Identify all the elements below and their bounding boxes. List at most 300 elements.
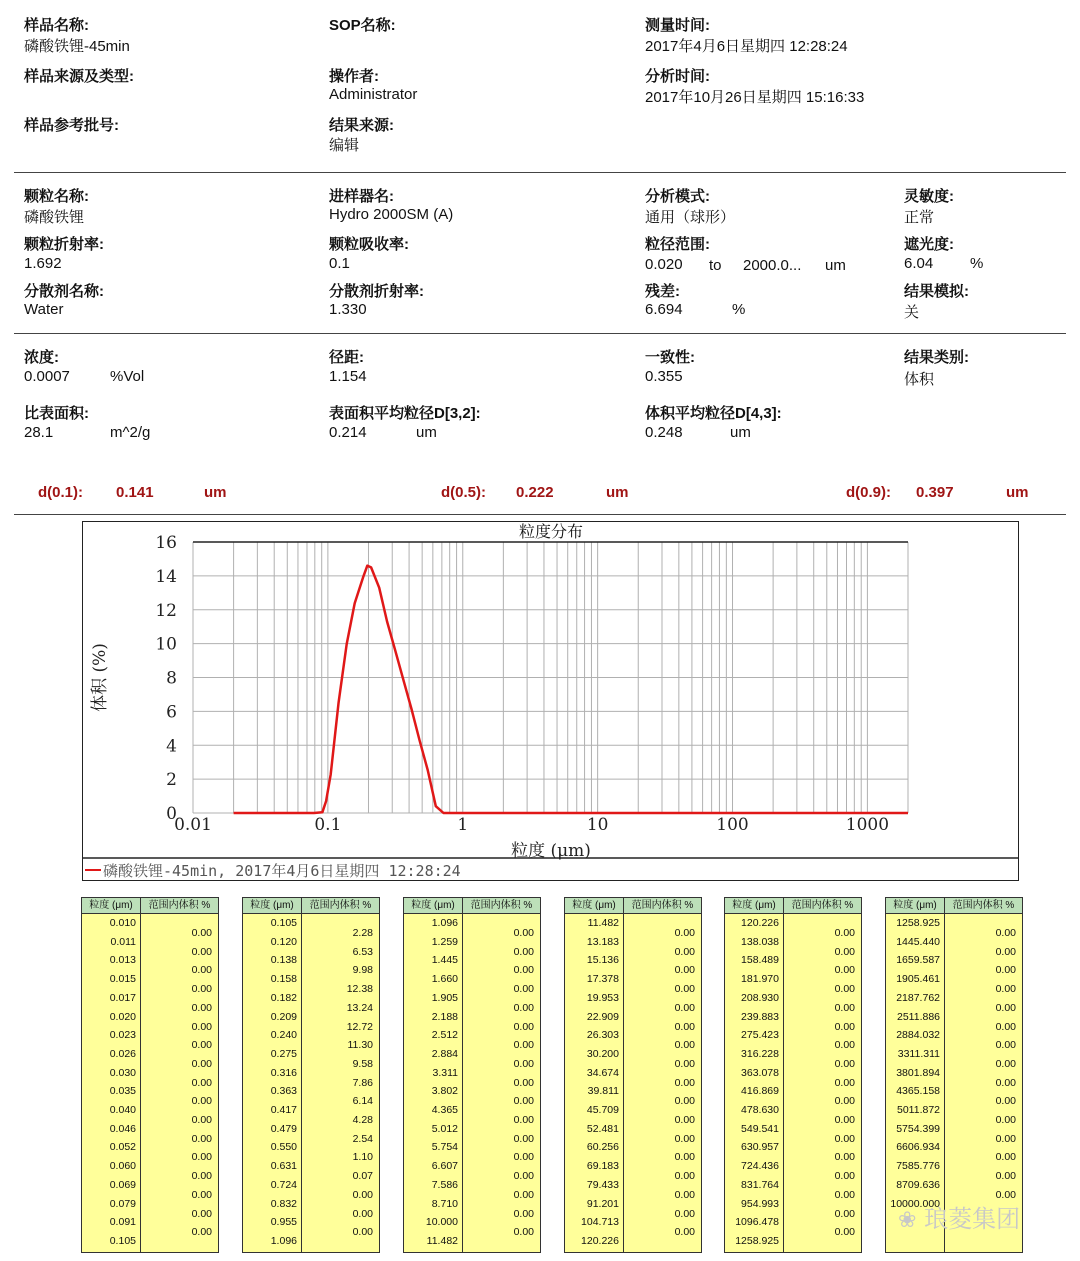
volume-cell: 0.00 <box>513 1114 534 1126</box>
size-cell: 69.183 <box>586 1160 619 1173</box>
d10-label: d(0.1): <box>38 484 83 501</box>
volume-cell: 0.00 <box>674 1039 695 1052</box>
volume-cell: 2.54 <box>352 1132 373 1145</box>
residual-unit: % <box>732 301 746 318</box>
volume-cell: 0.00 <box>513 1076 534 1089</box>
volume-column-header: 范围内体积 % <box>944 898 1022 914</box>
size-column-header: 粒度 (μm) <box>243 898 301 914</box>
wechat-icon: ❀ <box>898 1208 917 1233</box>
volume-cell: 6.14 <box>352 1095 373 1108</box>
volume-cell: 0.00 <box>513 983 534 996</box>
volume-cell: 0.00 <box>834 927 855 939</box>
obscuration-label: 遮光度: <box>904 236 954 253</box>
size-cell: 275.423 <box>741 1029 779 1042</box>
size-cell: 724.436 <box>741 1160 779 1173</box>
volume-cell: 12.38 <box>346 983 373 996</box>
size-cell: 1.259 <box>431 935 458 948</box>
volume-cell: 6.53 <box>352 945 373 958</box>
dispersant-value: Water <box>24 301 64 318</box>
mode-label: 分析模式: <box>645 188 710 205</box>
size-cell: 10.000 <box>425 1216 458 1229</box>
refractive-index-value: 1.692 <box>24 255 62 272</box>
size-range-to-word: to <box>709 257 722 274</box>
d43-value: 0.248 <box>645 424 683 441</box>
size-cell: 120.226 <box>581 1234 619 1247</box>
analysis-time-label: 分析时间: <box>645 68 710 85</box>
volume-cell: 0.00 <box>834 1001 855 1014</box>
size-cell: 0.023 <box>109 1029 136 1042</box>
size-cell: 4365.158 <box>896 1085 940 1098</box>
size-cell: 6606.934 <box>896 1141 940 1154</box>
size-range-label: 粒径范围: <box>645 236 710 253</box>
size-cell: 0.631 <box>270 1160 297 1173</box>
sample-name-value: 磷酸铁锂-45min <box>24 38 130 55</box>
y-tick-label: 10 <box>155 634 177 655</box>
size-cell: 2884.032 <box>896 1029 940 1042</box>
x-tick-label: 1000 <box>845 815 890 835</box>
size-cell: 1.660 <box>431 973 458 986</box>
volume-cell: 13.24 <box>346 1001 373 1014</box>
residual-label: 残差: <box>645 283 680 300</box>
size-range-to: 2000.0... <box>743 257 802 274</box>
volume-cell: 0.00 <box>674 1095 695 1108</box>
volume-cell: 0.07 <box>352 1170 373 1183</box>
volume-cell: 0.00 <box>191 1188 212 1201</box>
volume-cell: 0.00 <box>513 1001 534 1014</box>
volume-cell: 4.28 <box>352 1114 373 1126</box>
size-cell: 2.512 <box>431 1029 458 1042</box>
y-tick-label: 0 <box>166 804 177 824</box>
volume-cell: 0.00 <box>834 945 855 958</box>
size-column-header: 粒度 (μm) <box>886 898 944 914</box>
watermark-text: 琅菱集团 <box>924 1205 1021 1233</box>
size-cell: 0.035 <box>109 1085 136 1098</box>
size-cell: 1659.587 <box>896 954 940 967</box>
sensitivity-label: 灵敏度: <box>904 188 954 205</box>
size-table <box>564 897 702 1253</box>
size-cell: 1.096 <box>270 1234 297 1247</box>
size-cell: 1.445 <box>431 954 458 967</box>
size-column-header: 粒度 (μm) <box>725 898 783 914</box>
sample-name-label: 样品名称: <box>24 17 89 34</box>
d50-value: 0.222 <box>516 484 554 501</box>
y-axis-label: 体积 (%) <box>90 643 110 712</box>
ssa-label: 比表面积: <box>24 405 89 422</box>
size-cell: 26.303 <box>586 1029 619 1042</box>
volume-cell: 0.00 <box>674 1132 695 1145</box>
size-cell: 1.905 <box>431 991 458 1004</box>
volume-cell: 0.00 <box>674 1151 695 1164</box>
size-cell: 1258.925 <box>896 917 940 929</box>
analysis-time-value: 2017年10月26日星期四 15:16:33 <box>645 89 865 106</box>
volume-cell: 0.00 <box>995 1151 1016 1164</box>
size-cell: 1096.478 <box>735 1216 779 1229</box>
size-cell: 0.030 <box>109 1066 136 1079</box>
size-cell: 0.182 <box>270 991 297 1004</box>
size-cell: 0.010 <box>109 917 136 929</box>
volume-cell: 0.00 <box>834 1020 855 1033</box>
d32-label: 表面积平均粒径D[3,2]: <box>329 405 481 422</box>
volume-cell: 0.00 <box>191 1020 212 1033</box>
size-cell: 0.020 <box>109 1010 136 1023</box>
size-cell: 316.228 <box>741 1047 779 1060</box>
volume-cell: 1.10 <box>352 1151 373 1164</box>
dispersant-ri-label: 分散剂折射率: <box>329 283 424 300</box>
volume-cell: 0.00 <box>834 1170 855 1183</box>
size-cell: 0.316 <box>270 1066 297 1079</box>
size-cell: 8.710 <box>431 1197 458 1210</box>
volume-cell: 0.00 <box>834 1076 855 1089</box>
volume-cell: 0.00 <box>834 1132 855 1145</box>
volume-cell: 0.00 <box>513 1151 534 1164</box>
size-cell: 1258.925 <box>735 1234 779 1247</box>
size-cell: 45.709 <box>586 1104 619 1116</box>
dispersant-ri-value: 1.330 <box>329 301 367 318</box>
concentration-value: 0.0007 <box>24 368 70 385</box>
size-cell: 0.158 <box>270 973 297 986</box>
size-cell: 478.630 <box>741 1104 779 1116</box>
size-cell: 19.953 <box>586 991 619 1004</box>
size-cell: 60.256 <box>586 1141 619 1154</box>
uniformity-value: 0.355 <box>645 368 683 385</box>
size-cell: 79.433 <box>586 1178 619 1191</box>
size-distribution-chart <box>82 521 1019 881</box>
size-cell: 5.754 <box>431 1141 458 1154</box>
emulation-value: 关 <box>904 304 920 321</box>
size-column-header: 粒度 (μm) <box>82 898 140 914</box>
sampler-label: 进样器名: <box>329 188 394 205</box>
volume-cell: 0.00 <box>513 1188 534 1201</box>
d50-label: d(0.5): <box>441 484 486 501</box>
size-cell: 549.541 <box>741 1122 779 1135</box>
volume-cell: 0.00 <box>513 964 534 977</box>
size-cell: 0.026 <box>109 1047 136 1060</box>
divider <box>14 333 1066 334</box>
size-cell: 954.993 <box>741 1197 779 1210</box>
size-cell: 0.275 <box>270 1047 297 1060</box>
y-tick-label: 6 <box>166 702 177 723</box>
volume-column-header: 范围内体积 % <box>301 898 379 914</box>
volume-cell: 0.00 <box>995 964 1016 977</box>
volume-cell: 0.00 <box>513 1039 534 1052</box>
volume-cell: 0.00 <box>674 1001 695 1014</box>
volume-cell: 0.00 <box>513 1226 534 1239</box>
refractive-index-label: 颗粒折射率: <box>24 236 104 253</box>
y-tick-label: 14 <box>155 566 177 587</box>
volume-column-header: 范围内体积 % <box>623 898 701 914</box>
volume-cell: 0.00 <box>513 1095 534 1108</box>
volume-cell: 0.00 <box>513 1057 534 1070</box>
volume-cell: 0.00 <box>191 945 212 958</box>
volume-cell: 0.00 <box>674 1207 695 1220</box>
result-source-label: 结果来源: <box>329 117 394 134</box>
size-cell: 0.046 <box>109 1122 136 1135</box>
volume-cell: 0.00 <box>674 945 695 958</box>
volume-cell: 0.00 <box>834 964 855 977</box>
measure-time-value: 2017年4月6日星期四 12:28:24 <box>645 38 848 55</box>
volume-cell: 0.00 <box>674 1057 695 1070</box>
volume-cell: 0.00 <box>995 1095 1016 1108</box>
size-cell: 0.105 <box>109 1234 136 1247</box>
x-tick-label: 0.1 <box>314 815 342 835</box>
size-table <box>81 897 219 1253</box>
volume-cell: 0.00 <box>995 983 1016 996</box>
size-cell: 0.013 <box>109 954 136 967</box>
size-cell: 22.909 <box>586 1010 619 1023</box>
y-tick-label: 2 <box>166 770 177 791</box>
size-table <box>724 897 862 1253</box>
size-cell: 239.883 <box>741 1010 779 1023</box>
volume-cell: 0.00 <box>191 927 212 939</box>
volume-cell: 0.00 <box>674 1170 695 1183</box>
volume-cell: 12.72 <box>346 1020 373 1033</box>
size-cell: 5754.399 <box>896 1122 940 1135</box>
volume-cell: 9.98 <box>352 964 373 977</box>
size-table <box>242 897 380 1253</box>
batch-label: 样品参考批号: <box>24 117 119 134</box>
volume-cell: 0.00 <box>834 1039 855 1052</box>
volume-cell: 0.00 <box>995 945 1016 958</box>
volume-cell: 0.00 <box>674 1188 695 1201</box>
size-cell: 0.079 <box>109 1197 136 1210</box>
volume-cell: 0.00 <box>191 1170 212 1183</box>
size-cell: 0.011 <box>110 935 136 948</box>
volume-cell: 0.00 <box>834 1226 855 1239</box>
volume-cell: 7.86 <box>352 1076 373 1089</box>
size-cell: 7.586 <box>431 1178 458 1191</box>
span-label: 径距: <box>329 349 364 366</box>
size-cell: 0.040 <box>109 1104 136 1116</box>
volume-cell: 0.00 <box>995 1114 1016 1126</box>
volume-cell: 0.00 <box>834 1188 855 1201</box>
x-tick-label: 0.01 <box>174 815 212 835</box>
volume-cell: 0.00 <box>191 1001 212 1014</box>
d90-unit: um <box>1006 484 1029 501</box>
size-cell: 2.188 <box>431 1010 458 1023</box>
result-source-value: 编辑 <box>329 137 360 154</box>
size-cell: 0.105 <box>270 917 297 929</box>
size-table <box>403 897 541 1253</box>
size-cell: 363.078 <box>741 1066 779 1079</box>
volume-cell: 0.00 <box>834 1151 855 1164</box>
ssa-unit: m^2/g <box>110 424 151 441</box>
volume-cell: 0.00 <box>191 1057 212 1070</box>
x-tick-label: 1 <box>457 815 469 835</box>
uniformity-label: 一致性: <box>645 349 695 366</box>
size-cell: 1.096 <box>431 917 458 929</box>
volume-cell: 0.00 <box>995 1076 1016 1089</box>
measure-time-label: 测量时间: <box>645 17 710 34</box>
size-cell: 2.884 <box>431 1047 458 1060</box>
series-line <box>234 566 908 813</box>
volume-cell: 2.28 <box>352 927 373 939</box>
volume-cell: 0.00 <box>995 1132 1016 1145</box>
y-tick-label: 12 <box>155 600 177 621</box>
volume-cell: 9.58 <box>352 1057 373 1070</box>
volume-cell: 0.00 <box>674 964 695 977</box>
y-tick-label: 16 <box>155 533 177 553</box>
size-cell: 158.489 <box>741 954 779 967</box>
d50-unit: um <box>606 484 629 501</box>
size-cell: 0.832 <box>270 1197 297 1210</box>
volume-cell: 0.00 <box>834 1207 855 1220</box>
size-cell: 0.724 <box>270 1178 297 1191</box>
sensitivity-value: 正常 <box>904 209 935 226</box>
volume-cell: 0.00 <box>191 1132 212 1145</box>
size-cell: 15.136 <box>586 954 619 967</box>
volume-cell: 0.00 <box>834 1114 855 1126</box>
dispersant-label: 分散剂名称: <box>24 283 104 300</box>
watermark <box>898 1199 1020 1234</box>
volume-cell: 0.00 <box>513 1020 534 1033</box>
sampler-value: Hydro 2000SM (A) <box>329 206 454 223</box>
size-cell: 0.363 <box>270 1085 297 1098</box>
size-range-from: 0.020 <box>645 256 683 273</box>
size-column-header: 粒度 (μm) <box>404 898 462 914</box>
volume-cell: 0.00 <box>513 927 534 939</box>
size-cell: 3801.894 <box>896 1066 940 1079</box>
volume-cell: 0.00 <box>191 1095 212 1108</box>
chart-canvas <box>83 522 1018 880</box>
volume-cell: 0.00 <box>674 1020 695 1033</box>
size-cell: 0.240 <box>270 1029 297 1042</box>
volume-cell: 0.00 <box>995 1039 1016 1052</box>
size-cell: 104.713 <box>581 1216 619 1229</box>
size-cell: 0.069 <box>109 1178 136 1191</box>
volume-column-header: 范围内体积 % <box>783 898 861 914</box>
volume-cell: 0.00 <box>352 1226 373 1239</box>
size-cell: 34.674 <box>586 1066 619 1079</box>
volume-column-header: 范围内体积 % <box>140 898 218 914</box>
volume-cell: 0.00 <box>191 1114 212 1126</box>
volume-cell: 0.00 <box>834 1057 855 1070</box>
size-cell: 39.811 <box>587 1085 619 1098</box>
volume-cell: 0.00 <box>513 1170 534 1183</box>
size-cell: 3.802 <box>431 1085 458 1098</box>
operator-label: 操作者: <box>329 68 379 85</box>
size-cell: 91.201 <box>586 1197 619 1210</box>
result-type-value: 体积 <box>904 371 935 388</box>
volume-cell: 0.00 <box>674 1076 695 1089</box>
operator-value: Administrator <box>329 86 418 103</box>
span-value: 1.154 <box>329 368 367 385</box>
size-cell: 2187.762 <box>896 991 940 1004</box>
size-cell: 0.209 <box>270 1010 297 1023</box>
size-cell: 5.012 <box>431 1122 458 1135</box>
size-cell: 4.365 <box>431 1104 458 1116</box>
legend-label: 磷酸铁锂-45min, 2017年4月6日星期四 12:28:24 <box>103 862 461 880</box>
size-cell: 11.482 <box>426 1234 458 1247</box>
volume-cell: 0.00 <box>674 1226 695 1239</box>
divider <box>14 172 1066 173</box>
concentration-unit: %Vol <box>110 368 145 385</box>
size-cell: 181.970 <box>741 973 779 986</box>
size-cell: 7585.776 <box>896 1160 940 1173</box>
sop-label: SOP名称: <box>329 17 396 34</box>
size-cell: 0.550 <box>270 1141 297 1154</box>
source-type-label: 样品来源及类型: <box>24 68 134 85</box>
size-cell: 6.607 <box>431 1160 458 1173</box>
volume-cell: 11.30 <box>347 1039 373 1052</box>
volume-cell: 0.00 <box>191 1076 212 1089</box>
volume-cell: 0.00 <box>834 983 855 996</box>
size-cell: 416.869 <box>741 1085 779 1098</box>
size-range-unit: um <box>825 257 846 274</box>
size-cell: 3.311 <box>432 1066 458 1079</box>
size-cell: 0.060 <box>109 1160 136 1173</box>
volume-cell: 0.00 <box>191 1207 212 1220</box>
ssa-value: 28.1 <box>24 424 54 441</box>
size-cell: 0.120 <box>270 935 297 948</box>
volume-cell: 0.00 <box>995 1057 1016 1070</box>
divider <box>14 514 1066 515</box>
x-tick-label: 10 <box>586 815 609 835</box>
size-cell: 138.038 <box>741 935 779 948</box>
volume-cell: 0.00 <box>513 945 534 958</box>
particle-name-label: 颗粒名称: <box>24 188 89 205</box>
volume-cell: 0.00 <box>674 983 695 996</box>
result-type-label: 结果类别: <box>904 349 969 366</box>
size-cell: 831.764 <box>741 1178 779 1191</box>
size-cell: 1445.440 <box>896 935 940 948</box>
x-axis-label: 粒度 (μm) <box>511 841 591 861</box>
d43-label: 体积平均粒径D[4,3]: <box>645 405 782 422</box>
size-cell: 11.482 <box>587 917 619 929</box>
size-cell: 0.015 <box>109 973 136 986</box>
size-cell: 52.481 <box>586 1122 619 1135</box>
volume-cell: 0.00 <box>513 1207 534 1220</box>
x-tick-label: 100 <box>716 815 749 835</box>
y-tick-label: 8 <box>166 668 177 689</box>
size-cell: 0.479 <box>270 1122 297 1135</box>
residual-value: 6.694 <box>645 301 683 318</box>
volume-cell: 0.00 <box>674 927 695 939</box>
concentration-label: 浓度: <box>24 349 59 366</box>
volume-cell: 0.00 <box>191 1226 212 1239</box>
size-cell: 3311.311 <box>897 1047 940 1060</box>
volume-cell: 0.00 <box>191 1151 212 1164</box>
d10-value: 0.141 <box>116 484 154 501</box>
absorption-value: 0.1 <box>329 255 350 272</box>
size-column-header: 粒度 (μm) <box>565 898 623 914</box>
size-cell: 0.091 <box>109 1216 136 1229</box>
volume-cell: 0.00 <box>834 1095 855 1108</box>
volume-cell: 0.00 <box>995 927 1016 939</box>
volume-cell: 0.00 <box>995 1020 1016 1033</box>
d90-value: 0.397 <box>916 484 954 501</box>
size-cell: 0.017 <box>109 991 136 1004</box>
d10-unit: um <box>204 484 227 501</box>
d43-unit: um <box>730 424 751 441</box>
size-cell: 10000.000 <box>890 1197 940 1210</box>
volume-cell: 0.00 <box>352 1207 373 1220</box>
volume-column-header: 范围内体积 % <box>462 898 540 914</box>
obscuration-value: 6.04 <box>904 255 934 272</box>
size-cell: 1905.461 <box>896 973 940 986</box>
size-cell: 630.957 <box>741 1141 779 1154</box>
volume-cell: 0.00 <box>513 1132 534 1145</box>
volume-cell: 0.00 <box>352 1188 373 1201</box>
y-tick-label: 4 <box>166 736 177 757</box>
mode-value: 通用（球形） <box>645 209 736 226</box>
size-cell: 5011.872 <box>896 1104 940 1116</box>
size-cell: 0.052 <box>109 1141 136 1154</box>
size-cell: 120.226 <box>741 917 779 929</box>
size-cell: 8709.636 <box>896 1178 940 1191</box>
volume-cell: 0.00 <box>995 1170 1016 1183</box>
volume-cell: 0.00 <box>191 1039 212 1052</box>
d32-unit: um <box>416 424 437 441</box>
